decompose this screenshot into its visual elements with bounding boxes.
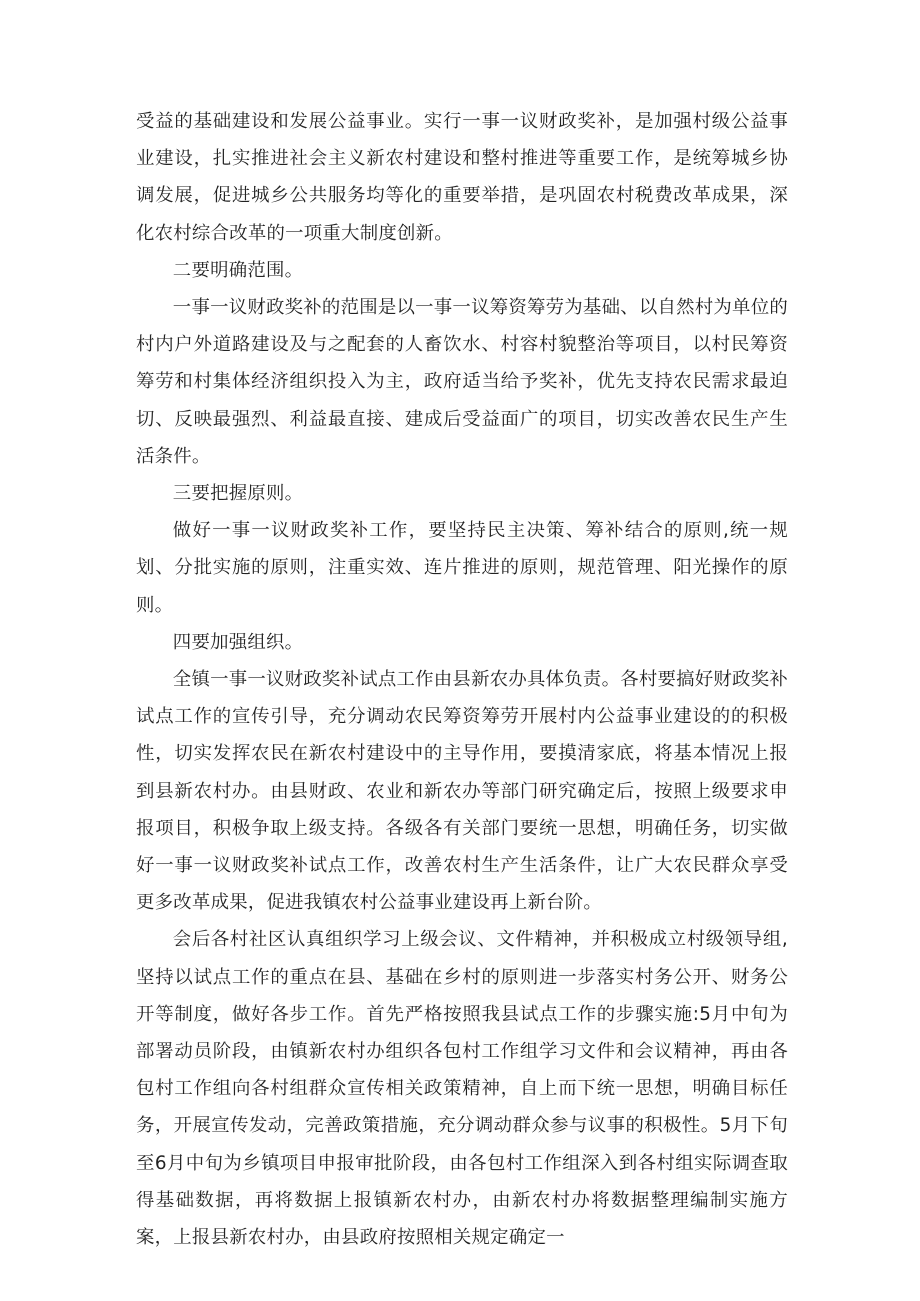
- paragraph-intro: 受益的基础建设和发展公益事业。实行一事一议财政奖补，是加强村级公益事业建设，扎实推进社会主义新农村建设和整村推进等重要工作，是统筹城乡协调发展，促进城乡公共服务均等化的重要举措，是巩固农村税费改革成果，深化农村综合改革的一项重大制度创新。: [136, 111, 788, 244]
- section-heading-scope: 二要明确范围。: [172, 259, 304, 281]
- section-heading-organization: 四要加强组织。: [172, 631, 304, 653]
- paragraph-principles: 做好一事一议财政奖补工作，要坚持民主决策、筹补结合的原则,统一规划、分批实施的原则，注重实效、连片推进的原则，规范管理、阳光操作的原则。: [136, 520, 788, 616]
- section-heading-principles: 三要把握原则。: [172, 483, 304, 505]
- paragraph-scope: 一事一议财政奖补的范围是以一事一议筹资筹劳为基础、以自然村为单位的村内户外道路建设及与之配套的人畜饮水、村容村貌整治等项目，以村民筹资筹劳和村集体经济组织投入为主，政府适当给予奖补，优先支持农民需求最迫切、反映最强烈、利益最直接、建成后受益面广的项目，切实改善农民生产生活条件。: [136, 297, 788, 467]
- paragraph-implementation: 会后各村社区认真组织学习上级会议、文件精神，并积极成立村级领导组,坚持以试点工作的重点在县、基础在乡村的原则进一步落实村务公开、财务公开等制度，做好各步工作。首先严格按照我县试点工作的步骤实施:5月中旬为部署动员阶段，由镇新农村办组织各包村工作组学习文件和会议精神，再由各包村工作组向各村组群众宣传相关政策精神，自上而下统一思想，明确目标任务，开展宣传发动，完善政策措施，充分调动群众参与议事的积极性。5月下旬至6月中旬为乡镇项目申报审批阶段，由各包村工作组深入到各村组实际调查取得基础数据，再将数据上报镇新农村办，由新农村办将数据整理编制实施方案，上报县新农村办，由县政府按照相关规定确定一: [136, 929, 788, 1249]
- document-body: [136, 103, 788, 1256]
- paragraph-organization: 全镇一事一议财政奖补试点工作由县新农办具体负责。各村要搞好财政奖补试点工作的宣传引导，充分调动农民筹资筹劳开展村内公益事业建设的的积极性，切实发挥农民在新农村建设中的主导作用，要摸清家底，将基本情况上报到县新农村办。由县财政、农业和新农办等部门研究确定后，按照上级要求申报项目，积极争取上级支持。各级各有关部门要统一思想，明确任务，切实做好一事一议财政奖补试点工作，改善农村生产生活条件，让广大农民群众享受更多改革成果，促进我镇农村公益事业建设再上新台阶。: [136, 669, 788, 914]
